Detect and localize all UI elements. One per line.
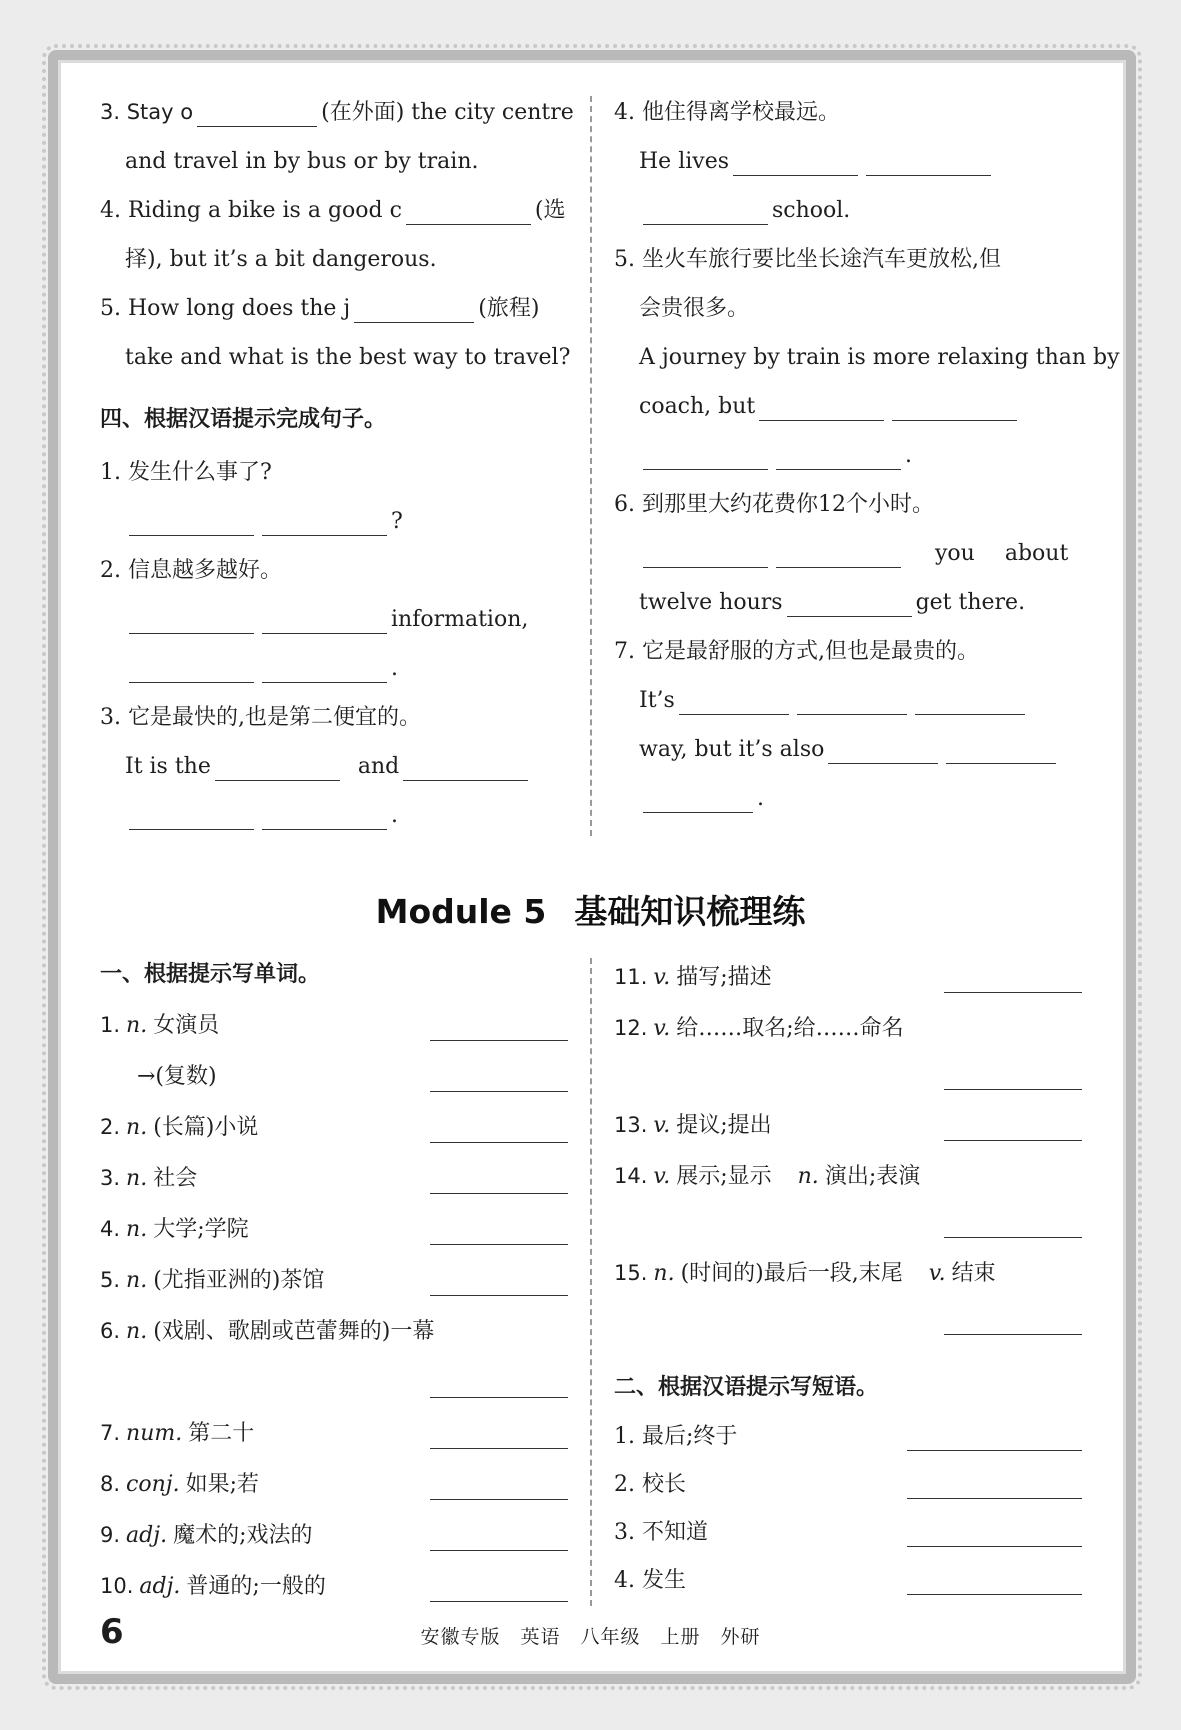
q3-prompt: 3. Stay o — [100, 100, 194, 124]
module-name: Module 5 — [375, 892, 547, 931]
vocab-item — [100, 1408, 568, 1459]
section-four-heading: 四、根据汉语提示完成句子。 — [100, 407, 387, 432]
phrase-list — [614, 1413, 1082, 1605]
vocab-answer-blank[interactable] — [430, 1447, 568, 1449]
vocab-answer-blank[interactable] — [430, 1549, 568, 1551]
r7-blank-4[interactable] — [828, 737, 938, 764]
q4-blank[interactable] — [406, 198, 531, 225]
vocab-answer-blank[interactable] — [430, 1039, 568, 1041]
phrase-answer-blank[interactable] — [907, 1449, 1082, 1451]
vocab-meaning: 如果;若 — [185, 1472, 260, 1497]
phrase-item — [614, 1413, 1082, 1461]
vocab-meaning: →(复数) — [137, 1064, 217, 1089]
vocab-pos: v. — [653, 1113, 671, 1138]
r6-blank-2[interactable] — [776, 541, 901, 568]
s1-blank-2[interactable] — [262, 509, 387, 536]
phrase-item — [614, 1461, 1082, 1509]
module-title — [0, 886, 1181, 933]
s1-chinese: 1. 发生什么事了? — [100, 460, 272, 485]
s2-blank-1[interactable] — [129, 607, 254, 634]
vocab-item — [614, 1100, 1082, 1151]
vocab-answer-row — [614, 1299, 1082, 1345]
footer-edition: 安徽专版 — [420, 1626, 501, 1648]
s3-answer-2 — [100, 791, 568, 840]
vocab-meaning: (时间的)最后一段,末尾 — [680, 1261, 903, 1286]
vocab-meaning: (戏剧、歌剧或芭蕾舞的)一幕 — [153, 1319, 435, 1344]
footer-publisher: 外研 — [720, 1626, 761, 1648]
vocab-answer-row — [100, 1357, 568, 1408]
r6-blank-3[interactable] — [787, 590, 912, 617]
vocab-item — [100, 1306, 568, 1357]
vocab-answer-blank[interactable] — [430, 1600, 568, 1602]
s3-punct: . — [391, 803, 398, 828]
s2-answer-2 — [100, 644, 568, 693]
part-two-heading: 二、根据汉语提示写短语。 — [614, 1375, 879, 1400]
vocab-number: 7. — [100, 1421, 121, 1445]
vocab-item — [100, 1051, 568, 1102]
vocab-number: 1. — [100, 1013, 121, 1037]
q5-hint: (旅程) — [478, 296, 540, 321]
r5-chinese-2: 会贵很多。 — [639, 296, 750, 321]
s2-punct: . — [391, 656, 398, 681]
vocab-meaning: 普通的;一般的 — [186, 1574, 326, 1599]
footer-grade: 八年级 — [580, 1626, 641, 1648]
vocab-item — [100, 1510, 568, 1561]
vocab-left-column — [100, 950, 568, 1612]
vocab-meaning: 社会 — [153, 1166, 198, 1191]
r7-blank-6[interactable] — [643, 786, 753, 813]
vocab-answer-row — [614, 1054, 1082, 1100]
vocab-meaning: 大学;学院 — [153, 1217, 249, 1242]
vocab-meaning: 展示;显示 — [676, 1164, 772, 1189]
footer-info — [0, 1622, 1181, 1649]
vocab-number: 2. — [100, 1115, 121, 1139]
s3-answer-1 — [100, 742, 568, 791]
vocab-pos: n. — [126, 1319, 148, 1344]
vocab-pos: n. — [126, 1166, 148, 1191]
vocab-item — [614, 1003, 1082, 1054]
vocab-item — [100, 1153, 568, 1204]
vocab-item — [614, 1248, 1082, 1299]
r7-chinese: 7. 它是最舒服的方式,但也是最贵的。 — [614, 639, 979, 664]
q4-prompt: 4. Riding a bike is a good c — [100, 198, 402, 223]
r7-blank-2[interactable] — [797, 688, 907, 715]
module-subtitle: 基础知识梳理练 — [574, 892, 806, 931]
q5-prompt: 5. How long does the j — [100, 296, 351, 321]
vocab-pos: conj. — [126, 1472, 180, 1497]
vocab-meaning: 给……取名;给……命名 — [676, 1016, 904, 1041]
s3-lead: It is the — [125, 754, 211, 779]
r6-end: get there. — [915, 590, 1026, 615]
vocab-item — [100, 1102, 568, 1153]
r4-blank-3[interactable] — [643, 198, 768, 225]
vocab-item — [100, 1459, 568, 1510]
top-right-column — [614, 88, 1120, 823]
vocab-pos: adj. — [139, 1574, 181, 1599]
vocab-pos: v. — [653, 1016, 671, 1041]
vocab-meaning-2: 结束 — [951, 1261, 996, 1286]
top-left-column — [100, 88, 574, 840]
vocab-pos: n. — [653, 1261, 675, 1286]
q3-blank[interactable] — [197, 100, 317, 127]
r7-punct: . — [757, 786, 764, 811]
r5-blank-3[interactable] — [643, 443, 768, 470]
phrase-meaning: 4. 发生 — [614, 1568, 686, 1593]
vocab-answer-blank[interactable] — [944, 1139, 1082, 1141]
vocab-answer-blank[interactable] — [944, 1236, 1082, 1238]
vocab-item — [100, 1204, 568, 1255]
q3-line2: and travel in by bus or by train. — [125, 149, 479, 174]
vocab-number: 5. — [100, 1268, 121, 1292]
r7-lead: It’s — [639, 688, 675, 713]
vocab-answer-blank[interactable] — [430, 1294, 568, 1296]
phrase-answer-blank[interactable] — [907, 1497, 1082, 1499]
vocab-meaning: (尤指亚洲的)茶馆 — [153, 1268, 325, 1293]
r5-chinese-1: 5. 坐火车旅行要比坐长途汽车更放松,但 — [614, 247, 1001, 272]
q3-hint: (在外面) the city centre — [321, 100, 574, 125]
s3-blank-4[interactable] — [262, 803, 387, 830]
vocab-answer-blank[interactable] — [430, 1396, 568, 1398]
vocab-item — [614, 1151, 1082, 1202]
vocab-pos: n. — [126, 1217, 148, 1242]
s1-blank-1[interactable] — [129, 509, 254, 536]
vocab-pos: n. — [126, 1013, 148, 1038]
bottom-column-divider — [590, 958, 592, 1606]
r5-blank-2[interactable] — [892, 394, 1017, 421]
phrase-answer-blank[interactable] — [907, 1593, 1082, 1595]
vocab-meaning: 提议;提出 — [676, 1113, 772, 1138]
vocab-item — [100, 1561, 568, 1612]
r4-blank-2[interactable] — [866, 149, 991, 176]
s2-blank-4[interactable] — [262, 656, 387, 683]
phrase-item — [614, 1557, 1082, 1605]
page-number: 6 — [100, 1612, 124, 1652]
vocab-answer-blank[interactable] — [430, 1090, 568, 1092]
r6-chinese: 6. 到那里大约花费你12个小时。 — [614, 492, 934, 517]
r5-lead: coach, but — [639, 394, 756, 419]
phrase-meaning: 2. 校长 — [614, 1472, 686, 1497]
q5-blank[interactable] — [354, 296, 474, 323]
vocab-number: 11. — [614, 965, 648, 989]
s1-punct: ? — [391, 509, 403, 534]
vocab-pos: num. — [126, 1421, 183, 1446]
s2-mid-text: information, — [391, 607, 529, 632]
r6-mid: twelve hours — [639, 590, 783, 615]
vocab-number: 9. — [100, 1523, 121, 1547]
vocab-item — [100, 1000, 568, 1051]
part-one-heading: 一、根据提示写单词。 — [100, 962, 321, 987]
r5-answer-2 — [614, 431, 1082, 480]
r6-you: you — [935, 541, 975, 566]
q3-line1 — [100, 88, 574, 137]
s2-chinese: 2. 信息越多越好。 — [100, 558, 282, 583]
vocab-answer-row — [614, 1202, 1082, 1248]
vocab-item — [614, 952, 1082, 1003]
r5-punct: . — [905, 443, 912, 468]
vocab-pos-2: n. — [797, 1164, 819, 1189]
vocab-right-list — [614, 952, 1082, 1345]
vocab-answer-blank[interactable] — [430, 1192, 568, 1194]
s2-answer-1 — [100, 595, 568, 644]
r7-blank-1[interactable] — [679, 688, 789, 715]
vocab-meaning-2: 演出;表演 — [824, 1164, 921, 1189]
phrase-answer-blank[interactable] — [907, 1545, 1082, 1547]
r6-answer-2 — [614, 578, 1082, 627]
q5-line2: take and what is the best way to travel? — [125, 345, 571, 370]
vocab-answer-blank[interactable] — [430, 1141, 568, 1143]
r6-blank-1[interactable] — [643, 541, 768, 568]
s1-answer — [100, 497, 568, 546]
s3-blank-3[interactable] — [129, 803, 254, 830]
footer-term: 上册 — [660, 1626, 701, 1648]
vocab-left-list — [100, 1000, 568, 1612]
vocab-meaning: 第二十 — [188, 1421, 255, 1446]
r4-end: school. — [772, 198, 851, 223]
r4-answer-2 — [614, 186, 1082, 235]
r5-blank-1[interactable] — [759, 394, 884, 421]
footer-subject: 英语 — [520, 1626, 561, 1648]
vocab-pos-2: v. — [928, 1261, 946, 1286]
vocab-answer-blank[interactable] — [944, 1333, 1082, 1335]
q5-line1 — [100, 284, 568, 333]
r4-chinese: 4. 他住得离学校最远。 — [614, 100, 840, 125]
vocab-pos: n. — [126, 1115, 148, 1140]
r6-about: about — [1004, 541, 1069, 566]
vocab-answer-blank[interactable] — [430, 1243, 568, 1245]
phrase-meaning: 1. 最后;终于 — [614, 1424, 738, 1449]
vocab-number: 8. — [100, 1472, 121, 1496]
phrase-meaning: 3. 不知道 — [614, 1520, 708, 1545]
vocab-number: 3. — [100, 1166, 121, 1190]
q4-hint: (选 — [534, 198, 566, 223]
r5-blank-4[interactable] — [776, 443, 901, 470]
vocab-pos: v. — [653, 1164, 671, 1189]
vocab-answer-blank[interactable] — [944, 991, 1082, 993]
r7-mid: way, but it’s also — [639, 737, 825, 762]
vocab-number: 15. — [614, 1261, 648, 1285]
vocab-number: 4. — [100, 1217, 121, 1241]
vocab-number: 13. — [614, 1113, 648, 1137]
r4-answer-1 — [614, 137, 1082, 186]
r7-answer-1 — [614, 676, 1082, 725]
r5-english: A journey by train is more relaxing than by — [639, 345, 1120, 370]
vocab-pos: adj. — [126, 1523, 168, 1548]
vocab-number: 14. — [614, 1164, 648, 1188]
s2-blank-3[interactable] — [129, 656, 254, 683]
vocab-meaning: 魔术的;戏法的 — [173, 1523, 313, 1548]
vocab-number: 10. — [100, 1574, 134, 1598]
vocab-meaning: 描写;描述 — [676, 965, 772, 990]
q4-line1 — [100, 186, 568, 235]
vocab-meaning: 女演员 — [153, 1013, 220, 1038]
r7-blank-3[interactable] — [915, 688, 1025, 715]
r7-blank-5[interactable] — [946, 737, 1056, 764]
r5-answer-1 — [614, 382, 1082, 431]
q4-line2: 择), but it’s a bit dangerous. — [125, 247, 437, 272]
r6-answer-1 — [614, 529, 1082, 578]
s3-blank-2[interactable] — [403, 754, 528, 781]
vocab-pos: n. — [126, 1268, 148, 1293]
r7-answer-2 — [614, 725, 1082, 774]
s2-blank-2[interactable] — [262, 607, 387, 634]
vocab-answer-blank[interactable] — [430, 1498, 568, 1500]
vocab-meaning: (长篇)小说 — [153, 1115, 259, 1140]
vocab-item — [100, 1255, 568, 1306]
r4-lead: He lives — [639, 149, 730, 174]
vocab-pos: v. — [653, 965, 671, 990]
vocab-answer-blank[interactable] — [944, 1088, 1082, 1090]
s3-chinese: 3. 它是最快的,也是第二便宜的。 — [100, 705, 421, 730]
s3-and: and — [357, 754, 400, 779]
vocab-number: 12. — [614, 1016, 648, 1040]
vocab-number: 6. — [100, 1319, 121, 1343]
r7-answer-3 — [614, 774, 1082, 823]
top-column-divider — [590, 96, 592, 836]
vocab-right-column — [614, 952, 1082, 1605]
phrase-item — [614, 1509, 1082, 1557]
r4-blank-1[interactable] — [733, 149, 858, 176]
s3-blank-1[interactable] — [215, 754, 340, 781]
